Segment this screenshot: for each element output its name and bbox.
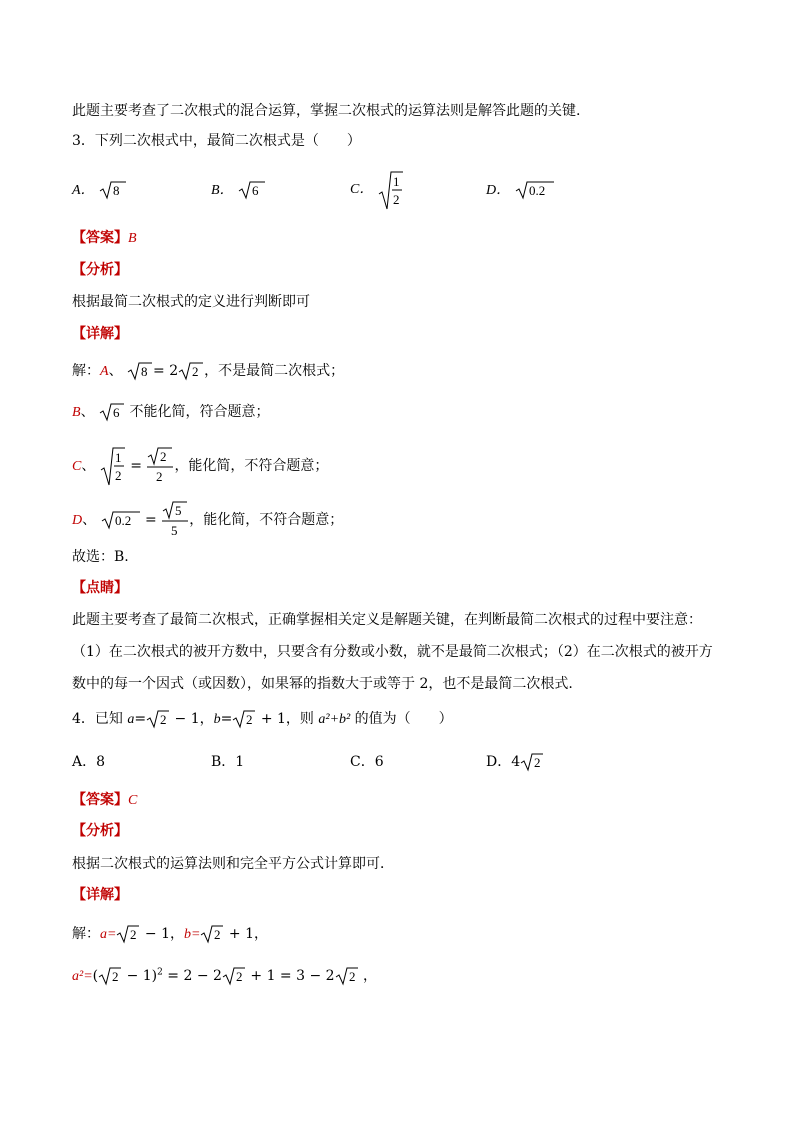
q3-option-a-radicand: 8: [113, 183, 120, 198]
sqrt-icon: [101, 510, 141, 530]
sqrt-icon: [100, 446, 126, 486]
q4-detail-heading: [72, 885, 128, 905]
sqrt-icon: [200, 924, 224, 944]
q4-solution-2-open: (: [92, 968, 99, 984]
q3-option-d-label: D．: [486, 183, 511, 198]
sqrt-icon: [99, 180, 127, 200]
q3-solution-d: [72, 500, 343, 541]
q4-answer: [72, 790, 137, 811]
q3-option-c-numerator: 1: [392, 174, 400, 189]
q4-radicand-2: 2: [246, 712, 253, 727]
q4-stem-end: 的值为（ ）: [350, 711, 453, 727]
q4-solution-2-radicand: 2: [112, 969, 119, 984]
q3-solution-d-sep: 、: [82, 512, 97, 528]
q3-option-d: [486, 180, 555, 201]
sqrt-icon: [146, 709, 170, 729]
q3-stem-text: 3．下列二次根式中，最简二次根式是（ ）: [72, 133, 361, 149]
q3-solution-b-text: 不能化简，符合题意；: [125, 404, 270, 420]
q3-solution-b-sep: 、: [80, 404, 95, 420]
q4-solution-2-radicand-2: 2: [235, 969, 243, 984]
q4-option-b-text: B．1: [211, 754, 245, 770]
q4-stem: [72, 709, 453, 730]
q3-answer-heading: 【答案】: [72, 230, 128, 246]
q4-solution-radicand-1: 2: [130, 927, 137, 942]
q4-option-c-text: C．6: [350, 754, 384, 770]
sqrt-icon: [238, 180, 266, 200]
q3-option-b: [211, 180, 266, 201]
q3-answer-value: B: [128, 231, 137, 246]
q3-option-b-label: B．: [211, 183, 234, 198]
q4-var-a: a: [127, 712, 135, 727]
q3-solution-c-equals: =: [130, 458, 142, 474]
q3-note-text-1: 此题主要考查了最简二次根式，正确掌握相关定义是解题关键，在判断最简二次根式的过程中要注意：: [72, 612, 702, 628]
intro-summary-text: 此题主要考查了二次根式的混合运算，掌握二次根式的运算法则是解答此题的关键.: [72, 103, 581, 119]
q3-option-c-label: C．: [350, 182, 374, 197]
sqrt-icon: [520, 752, 544, 772]
q3-solution-c-letter: C: [72, 459, 82, 474]
q4-option-d: [486, 752, 544, 772]
q3-note-heading-text: 【点睛】: [72, 580, 128, 596]
q3-option-c: [350, 170, 404, 210]
q4-analysis-heading-text: 【分析】: [72, 823, 128, 839]
sqrt-fraction-icon: [146, 446, 174, 486]
q4-option-d-radicand: 2: [534, 755, 541, 770]
q3-note-line-1: [72, 610, 702, 630]
sqrt-icon: [127, 361, 153, 381]
q4-option-b: [211, 752, 244, 772]
q3-option-d-radicand: 0.2: [528, 183, 545, 198]
q4-plus-1: + 1: [256, 711, 286, 727]
q4-solution-2-square: 2: [157, 967, 163, 978]
q3-analysis-heading-text: 【分析】: [72, 262, 128, 278]
q4-analysis-text: [72, 854, 394, 874]
q4-stem-pre: 4．已知: [72, 711, 128, 727]
intro-summary: [72, 101, 580, 121]
q4-solution-radicand-2: 2: [214, 927, 221, 942]
q3-solution-c-sep: 、: [81, 458, 96, 474]
q3-solution-c-result-numerator: 2: [160, 449, 167, 464]
q3-answer: [72, 228, 137, 249]
q3-solution-d-equals: =: [145, 512, 157, 528]
q3-solution-a-sep: 、: [108, 363, 123, 379]
sqrt-icon: [178, 361, 204, 381]
q4-solution-2-radicand-3: 2: [348, 969, 356, 984]
q3-note-line-2: [72, 642, 713, 662]
q4-option-d-coef: 4: [511, 754, 521, 770]
q4-solution-2-close: − 1): [122, 968, 158, 984]
q3-solution-d-result-denominator: 5: [171, 523, 178, 538]
q4-analysis-body: 根据二次根式的运算法则和完全平方公式计算即可．: [72, 856, 394, 872]
q4-solution-minus: − 1，: [140, 926, 184, 942]
q3-solution-d-radicand: 0.2: [114, 513, 131, 528]
sqrt-icon: [232, 709, 256, 729]
q4-stem-post: ，则: [285, 711, 319, 727]
q3-choose: [72, 547, 129, 567]
sqrt-icon: [335, 966, 359, 986]
sqrt-icon: [99, 402, 125, 422]
q3-option-c-denominator: 2: [392, 192, 400, 207]
q3-note-text-3: 数中的每一个因式（或因数），如果幂的指数大于或等于 2，也不是最简二次根式.: [72, 676, 573, 692]
q3-solution-c: [72, 446, 328, 487]
q4-solution-prefix: 解：: [72, 926, 100, 942]
sqrt-icon: [222, 966, 246, 986]
q3-analysis-body: 根据最简二次根式的定义进行判断即可: [72, 294, 310, 310]
q3-detail-heading-text: 【详解】: [72, 326, 128, 342]
sqrt-icon: [515, 180, 555, 200]
q4-option-a: [72, 752, 105, 772]
q4-solution-2-end: ，: [358, 968, 378, 984]
q3-solution-a: [72, 361, 344, 382]
q4-solution-1: [72, 924, 268, 945]
q4-solution-plus: + 1，: [224, 926, 268, 942]
q3-solution-a-radicand: 8: [141, 364, 148, 379]
q3-analysis-text: [72, 292, 310, 312]
q3-option-a: [72, 180, 127, 201]
q3-solution-b-letter: B: [72, 405, 81, 420]
q3-solution-b-radicand: 6: [113, 405, 120, 420]
q3-solution-c-denominator: 2: [114, 468, 122, 483]
q4-detail-heading-text: 【详解】: [72, 887, 128, 903]
q4-option-a-text: A．8: [72, 754, 106, 770]
q4-solution-2: [72, 966, 377, 987]
q3-solution-a-radicand-2: 2: [192, 364, 199, 379]
q3-solution-b: [72, 402, 269, 423]
sqrt-icon: [116, 924, 140, 944]
q3-note-line-3: [72, 674, 573, 694]
q3-solution-d-result-numerator: 5: [175, 503, 182, 518]
q3-solution-a-text: ，不是最简二次根式；: [204, 363, 345, 379]
q3-option-b-radicand: 6: [252, 183, 259, 198]
q4-solution-2-mid-2: + 1 = 3 − 2: [245, 968, 335, 984]
q4-radicand-1: 2: [160, 712, 167, 727]
q4-minus-1: − 1，: [170, 711, 214, 727]
q3-analysis-heading: [72, 260, 128, 280]
q3-detail-heading: [72, 324, 128, 344]
q3-note-text-2: （1）在二次根式的被开方数中，只要含有分数或小数，就不是最简二次根式；（2）在二次根式的被开方: [72, 644, 713, 660]
q4-solution-a: a=: [100, 927, 117, 942]
q4-answer-value: C: [128, 793, 138, 808]
q3-solution-a-equals: = 2: [153, 363, 179, 379]
q3-solution-c-result-denominator: 2: [156, 469, 163, 484]
q4-eq-1: =: [134, 711, 147, 727]
q4-solution-b: b=: [184, 927, 201, 942]
q4-expression: a²+b²: [318, 712, 351, 727]
q3-stem: [72, 131, 361, 151]
sqrt-icon: [98, 966, 122, 986]
q3-note-heading: [72, 578, 128, 598]
q4-answer-heading: 【答案】: [72, 792, 128, 808]
q4-solution-2-lhs: a²=: [72, 969, 93, 984]
q3-solution-d-letter: D: [72, 513, 83, 528]
q3-choose-text: 故选：B.: [72, 549, 129, 565]
q3-solution-c-text: ，能化简，不符合题意；: [174, 458, 329, 474]
q3-solution-d-text: ，能化简，不符合题意；: [189, 512, 344, 528]
q4-option-c: [350, 752, 384, 772]
sqrt-fraction-icon: [161, 500, 189, 540]
q4-analysis-heading: [72, 821, 128, 841]
q3-solution-prefix: 解：: [72, 363, 100, 379]
q4-var-b: b: [213, 712, 221, 727]
q3-option-a-label: A．: [72, 183, 95, 198]
q4-option-d-label: D．: [486, 754, 512, 770]
sqrt-icon: [378, 170, 404, 210]
q4-eq-2: =: [220, 711, 233, 727]
q3-solution-a-letter: A: [100, 364, 109, 379]
q3-solution-c-numerator: 1: [114, 450, 122, 465]
q4-solution-2-mid: = 2 − 2: [162, 968, 222, 984]
